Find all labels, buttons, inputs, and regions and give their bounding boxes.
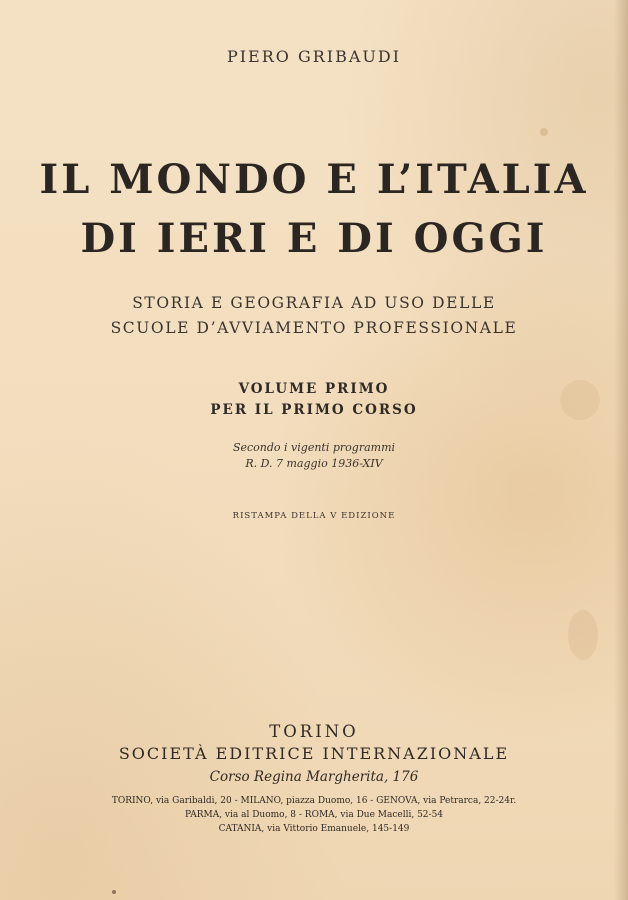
- book-title-line-2: DI IERI E DI OGGI: [80, 215, 548, 262]
- program-note-line-2: R. D. 7 maggio 1936-XIV: [245, 457, 383, 470]
- paper-stain: [112, 890, 116, 894]
- branch-offices-line-3: CATANIA, via Vittorio Emanuele, 145-149: [218, 824, 410, 834]
- author-name: PIERO GRIBAUDI: [226, 47, 402, 66]
- imprint-city: TORINO: [269, 722, 359, 741]
- branch-offices-line-1: TORINO, via Garibaldi, 20 - MILANO, piazza Duomo, 16 - GENOVA, via Petrarca, 22-24r.: [111, 796, 517, 806]
- course-label: PER IL PRIMO CORSO: [210, 402, 418, 418]
- branch-offices-line-2: PARMA, via al Duomo, 8 - ROMA, via Due Macelli, 52-54: [184, 810, 444, 820]
- publisher-name: SOCIETÀ EDITRICE INTERNAZIONALE: [118, 744, 510, 763]
- reprint-note: RISTAMPA DELLA V EDIZIONE: [232, 511, 396, 521]
- subtitle-line-1: STORIA E GEOGRAFIA AD USO DELLE: [132, 294, 496, 312]
- volume-label: VOLUME PRIMO: [238, 381, 390, 397]
- paper-stain: [540, 128, 548, 136]
- publisher-address: Corso Regina Margherita, 176: [209, 769, 419, 785]
- subtitle-line-2: SCUOLE D’AVVIAMENTO PROFESSIONALE: [110, 319, 518, 337]
- paper-stain: [568, 610, 598, 660]
- program-note-line-1: Secondo i vigenti programmi: [232, 441, 396, 454]
- book-title-line-1: IL MONDO E L’ITALIA: [39, 156, 589, 203]
